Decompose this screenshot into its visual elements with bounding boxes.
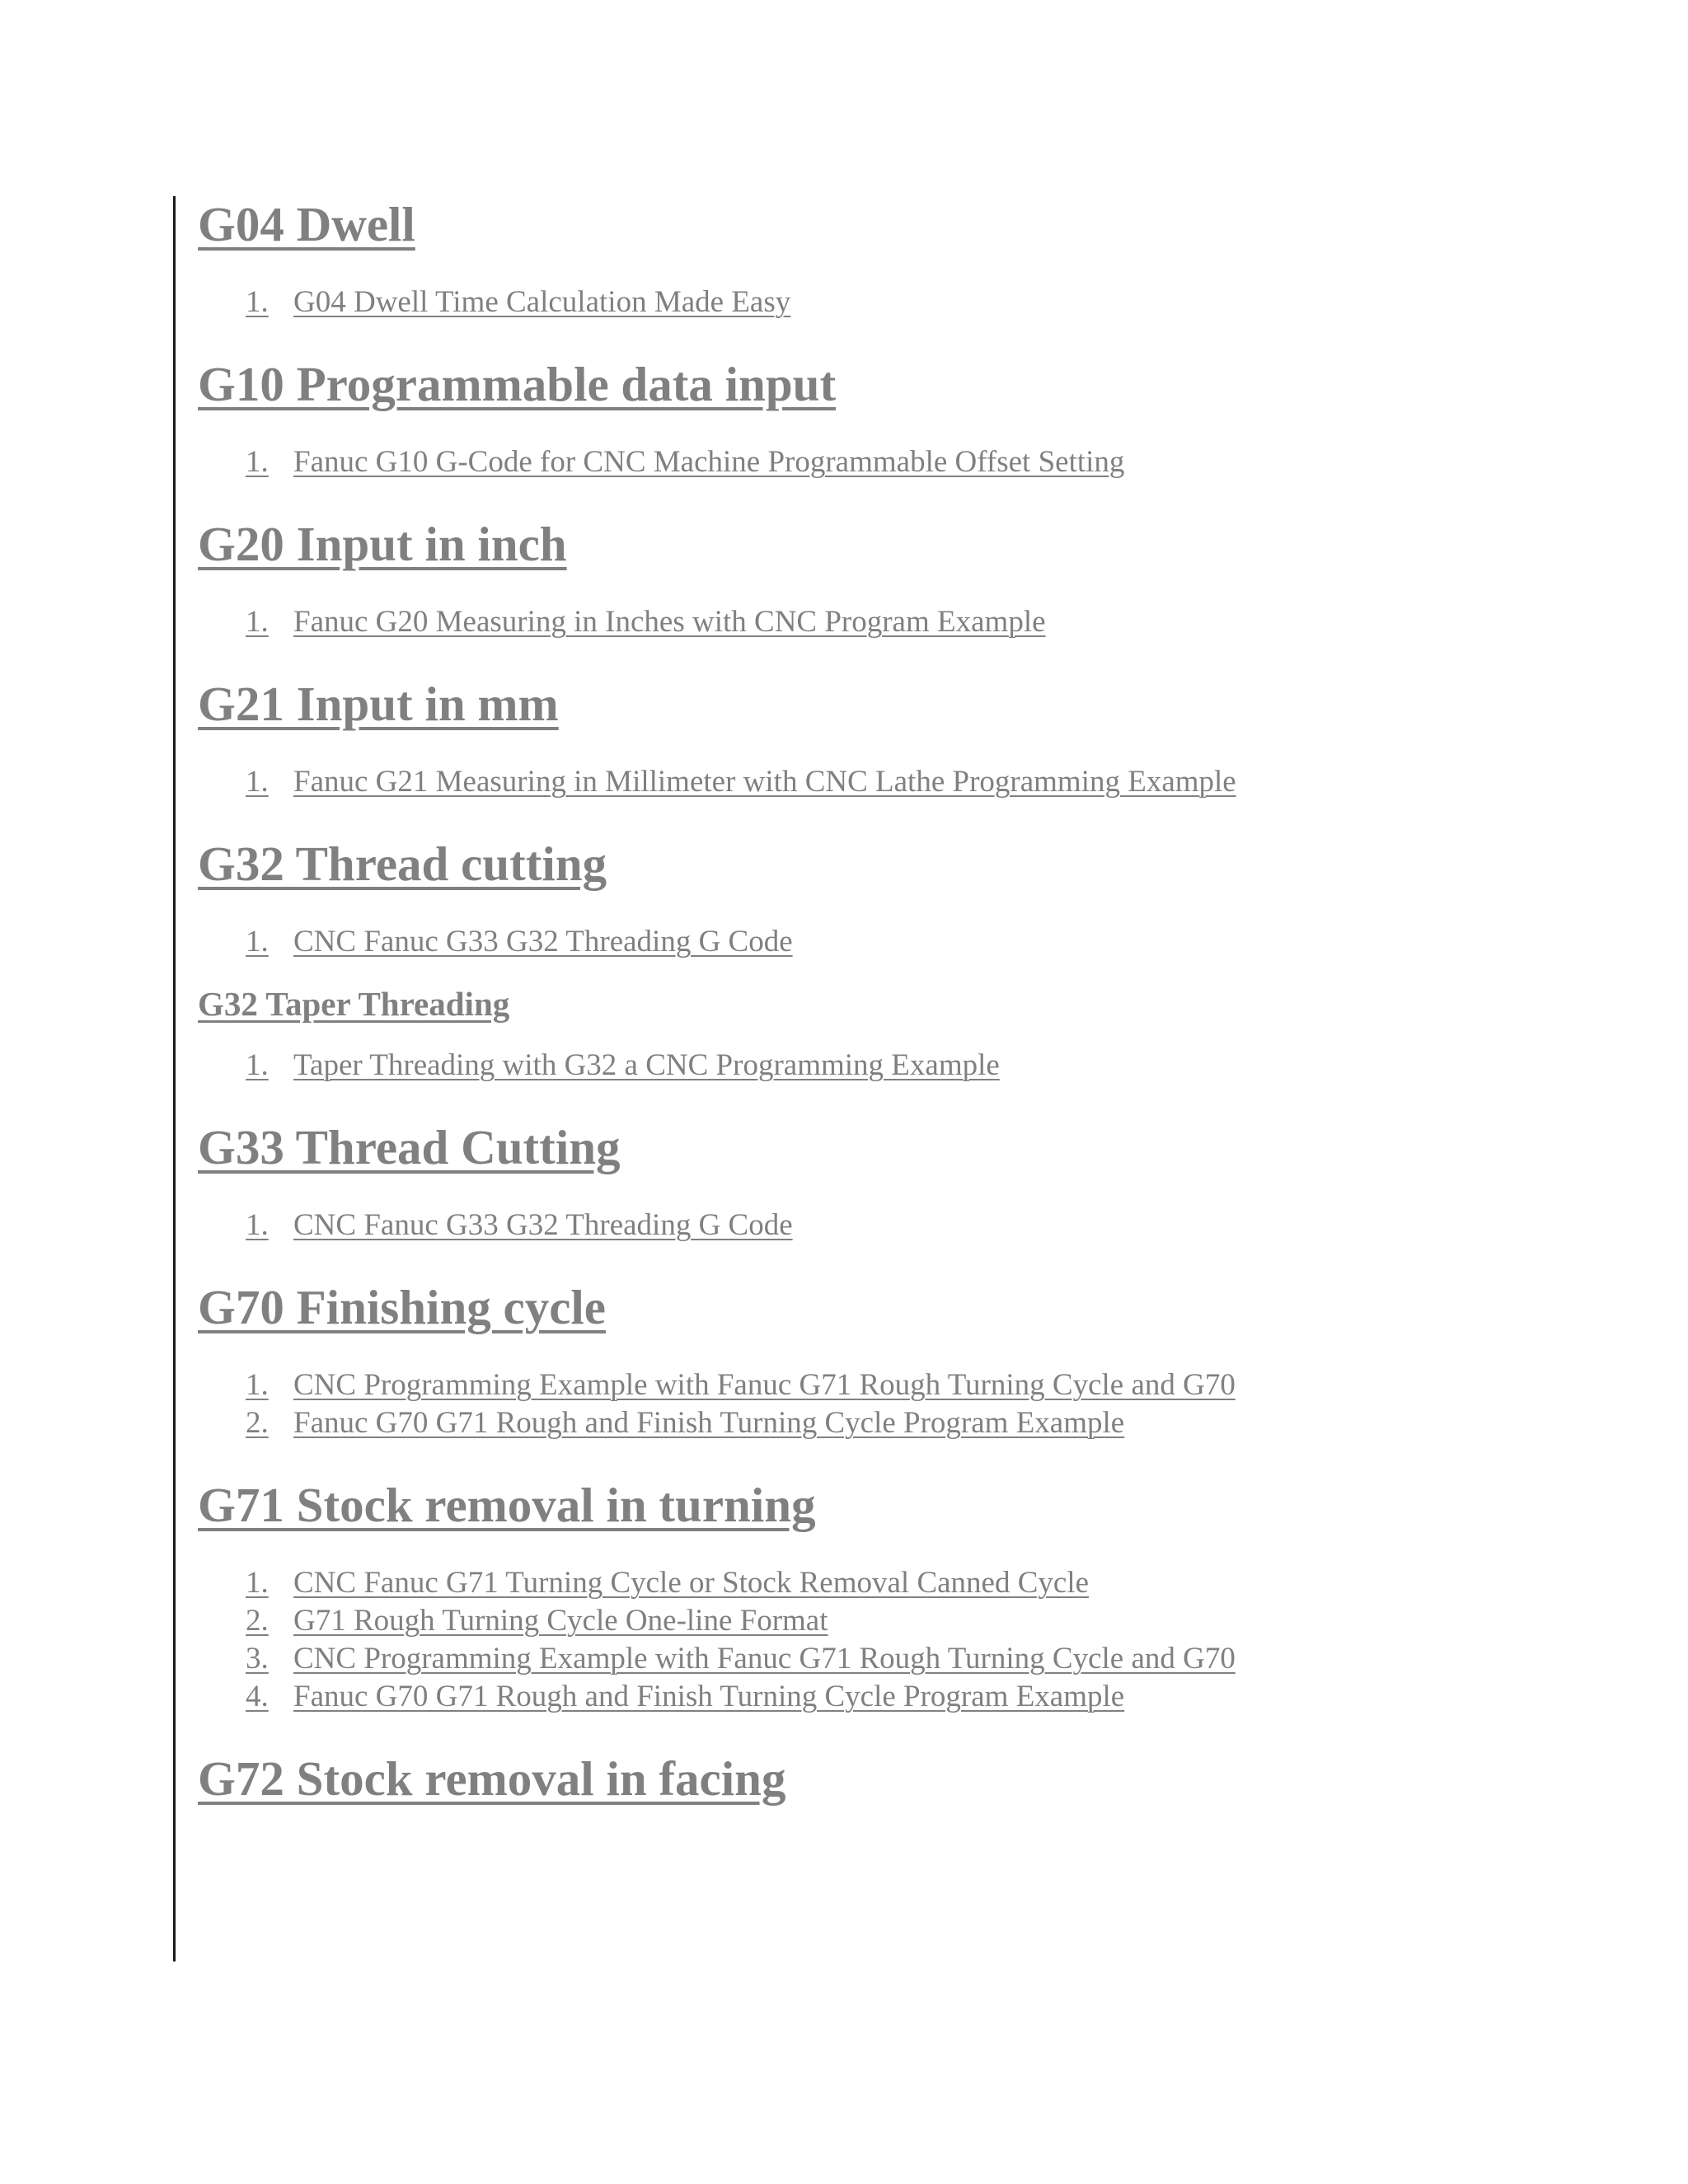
link-list <box>198 1047 1648 1085</box>
section-g70 <box>198 1272 1648 1470</box>
article-link[interactable]: Taper Threading with G32 a CNC Programming Example <box>293 1048 1000 1082</box>
article-link[interactable]: CNC Programming Example with Fanuc G71 Rough Turning Cycle and G70 <box>293 1642 1236 1675</box>
section-heading-link[interactable]: G20 Input in inch <box>198 517 567 571</box>
link-list <box>198 603 1648 641</box>
section-heading-link[interactable]: G21 Input in mm <box>198 677 559 731</box>
list-item[interactable]: 1. CNC Fanuc G33 G32 Threading G Code <box>246 1208 793 1242</box>
section-g04 <box>198 190 1648 349</box>
list-item[interactable]: 1. CNC Fanuc G33 G32 Threading G Code <box>246 925 793 958</box>
list-item[interactable]: 1. CNC Fanuc G71 Turning Cycle or Stock Removal Canned Cycle <box>246 1566 1090 1600</box>
section-g32 <box>198 829 1648 1113</box>
list-item[interactable]: 2. Fanuc G70 G71 Rough and Finish Turning Cycle Program Example <box>246 1406 1125 1440</box>
link-list <box>198 1207 1648 1244</box>
section-g33 <box>198 1113 1648 1272</box>
article-link[interactable]: Fanuc G20 Measuring in Inches with CNC Program Example <box>293 605 1046 639</box>
section-heading-link[interactable]: G71 Stock removal in turning <box>198 1478 816 1532</box>
article-link[interactable]: Fanuc G70 G71 Rough and Finish Turning Cycle Program Example <box>293 1680 1125 1713</box>
article-link[interactable]: CNC Fanuc G33 G32 Threading G Code <box>293 1208 793 1242</box>
section-heading-link[interactable]: G72 Stock removal in facing <box>198 1751 786 1806</box>
section-g10 <box>198 349 1648 509</box>
link-list <box>198 284 1648 321</box>
article-link[interactable]: Fanuc G70 G71 Rough and Finish Turning Cycle Program Example <box>293 1406 1125 1440</box>
list-item[interactable]: 2. G71 Rough Turning Cycle One-line Format <box>246 1604 828 1638</box>
link-list <box>198 923 1648 961</box>
section-g71 <box>198 1470 1648 1744</box>
list-item[interactable]: 3. CNC Programming Example with Fanuc G71 Rough Turning Cycle and G70 <box>246 1642 1236 1675</box>
section-g21 <box>198 669 1648 829</box>
article-link[interactable]: CNC Fanuc G71 Turning Cycle or Stock Removal Canned Cycle <box>293 1566 1090 1600</box>
list-item[interactable]: 1. Fanuc G10 G-Code for CNC Machine Programmable Offset Setting <box>246 445 1125 479</box>
list-item[interactable]: 1. CNC Programming Example with Fanuc G71 Rough Turning Cycle and G70 <box>246 1368 1236 1402</box>
section-heading-link[interactable]: G70 Finishing cycle <box>198 1280 606 1334</box>
link-list <box>198 763 1648 801</box>
left-margin-rule <box>173 196 176 1961</box>
list-item[interactable]: 1. Fanuc G20 Measuring in Inches with CNC Program Example <box>246 605 1046 639</box>
article-link[interactable]: G04 Dwell Time Calculation Made Easy <box>293 285 791 319</box>
subsection-heading-link[interactable]: G32 Taper Threading <box>198 985 510 1023</box>
list-item[interactable]: 4. Fanuc G70 G71 Rough and Finish Turning Cycle Program Example <box>246 1680 1125 1713</box>
section-heading-link[interactable]: G33 Thread Cutting <box>198 1120 621 1174</box>
section-heading-link[interactable]: G04 Dwell <box>198 197 415 251</box>
document-content <box>198 190 1648 1813</box>
article-link[interactable]: Fanuc G10 G-Code for CNC Machine Programmable Offset Setting <box>293 445 1125 479</box>
link-list <box>198 1564 1648 1716</box>
section-heading-link[interactable]: G10 Programmable data input <box>198 357 837 411</box>
section-g20 <box>198 509 1648 669</box>
list-item[interactable]: 1. G04 Dwell Time Calculation Made Easy <box>246 285 791 319</box>
article-link[interactable]: CNC Fanuc G33 G32 Threading G Code <box>293 925 793 958</box>
list-item[interactable]: 1. Taper Threading with G32 a CNC Programming Example <box>246 1048 1000 1082</box>
article-link[interactable]: Fanuc G21 Measuring in Millimeter with CNC Lathe Programming Example <box>293 765 1236 799</box>
link-list <box>198 443 1648 481</box>
article-link[interactable]: G71 Rough Turning Cycle One-line Format <box>293 1604 828 1638</box>
section-heading-link[interactable]: G32 Thread cutting <box>198 837 607 891</box>
article-link[interactable]: CNC Programming Example with Fanuc G71 Rough Turning Cycle and G70 <box>293 1368 1236 1402</box>
section-g72 <box>198 1744 1648 1813</box>
list-item[interactable]: 1. Fanuc G21 Measuring in Millimeter with CNC Lathe Programming Example <box>246 765 1236 799</box>
link-list <box>198 1366 1648 1442</box>
